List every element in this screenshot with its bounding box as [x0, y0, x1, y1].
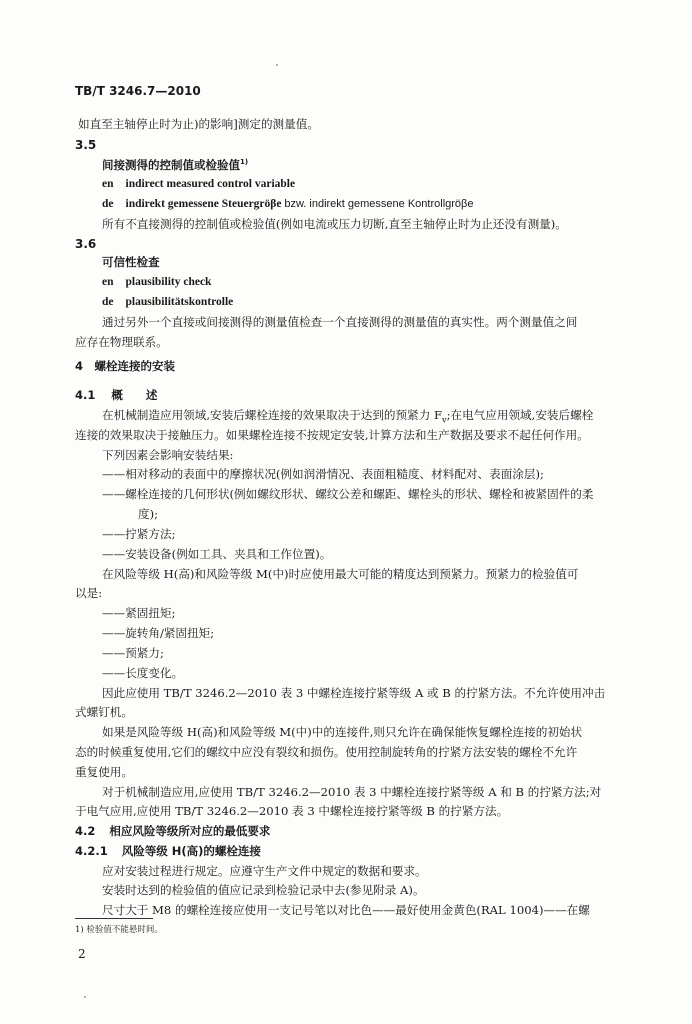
footnote-rule: [75, 918, 153, 919]
paragraph-line: 因此应使用 TB/T 3246.2—2010 表 3 中螺栓连接拧紧等级 A 或 B 的拧紧方法。不允许使用冲击: [102, 686, 606, 700]
paragraph-line: 尺寸大于 M8 的螺栓连接应使用一支记号笔以对比色——最好使用金黄色(RAL 1004)——在螺: [102, 903, 590, 917]
subsection-heading: 4.2.1 风险等级 H(高)的螺栓连接: [75, 844, 261, 858]
paragraph-line: 在风险等级 H(高)和风险等级 M(中)时应使用最大可能的精度达到预紧力。预紧力的检验值可: [102, 567, 579, 581]
text-line: 如直至主轴停止时为止)的影响]测定的测量值。: [78, 117, 319, 131]
subsection-heading: 4.2 相应风险等级所对应的最低要求: [75, 824, 271, 838]
list-item: ——安装设备(例如工具、夹具和工作位置)。: [102, 547, 332, 561]
term-en: en plausibility check: [102, 276, 212, 288]
list-item: ——紧固扭矩;: [102, 606, 176, 620]
page-number: 2: [78, 947, 86, 961]
paragraph-line: 连接的效果取决于接触压力。如果螺栓连接不按规定安装,计算方法和生产数据及要求不起任何作用。: [75, 428, 589, 442]
list-item: ——相对移动的表面中的摩擦状况(例如润滑情况、表面粗糙度、材料配对、表面涂层);: [102, 467, 544, 481]
paragraph-line: 重复使用。: [75, 765, 133, 779]
page-header: TB/T 3246.7—2010: [75, 84, 201, 98]
list-item-continued: 度);: [138, 507, 159, 521]
paragraph-line: 应对安装过程进行规定。应遵守生产文件中规定的数据和要求。: [102, 864, 427, 878]
term-en: en indirect measured control variable: [102, 178, 296, 190]
term-de: de plausibilitätskontrolle: [102, 296, 234, 308]
paragraph-line: 安装时达到的检验值的值应记录到检验记录中去(参见附录 A)。: [102, 883, 425, 897]
definition-text: 所有不直接测得的控制值或检验值(例如电流或压力切断,直至主轴停止时为止还没有测量)。: [102, 217, 567, 231]
list-item: ——螺栓连接的几何形状(例如螺纹形状、螺纹公差和螺距、螺栓头的形状、螺栓和被紧固件的柔: [102, 487, 594, 501]
clause-number: 3.6: [75, 237, 97, 251]
paragraph-line: 以是:: [75, 586, 103, 600]
scan-speck: [276, 64, 278, 66]
list-item: ——预紧力;: [102, 646, 164, 660]
paragraph-line: 对于机械制造应用,应使用 TB/T 3246.2—2010 表 3 中螺栓连接拧紧等级 A 和 B 的拧紧方法;对: [102, 785, 602, 799]
list-item: ——旋转角/紧固扭矩;: [102, 626, 215, 640]
footnote: 1) 检验值不能悬时间。: [75, 925, 163, 935]
scan-speck: [84, 996, 86, 998]
list-item: ——长度变化。: [102, 666, 184, 680]
definition-text: 通过另外一个直接或间接测得的测量值检查一个直接测得的测量值的真实性。两个测量值之间: [102, 315, 578, 329]
paragraph-line: 式螺钉机。: [75, 705, 133, 719]
paragraph-line: 下列因素会影响安装结果:: [102, 448, 234, 462]
paragraph-line: 于电气应用,应使用 TB/T 3246.2—2010 表 3 中螺栓连接拧紧等级 B 的拧紧方法。: [75, 804, 509, 818]
definition-text: 应存在物理联系。: [75, 335, 168, 349]
term-de: de indirekt gemessene Steuergröβe bzw. indirekt gemessene Kontrollgröβe: [102, 198, 474, 210]
paragraph-line: 在机械制造应用领域,安装后螺栓连接的效果取决于达到的预紧力 $F_v$;在电气应用领域,安装后螺栓: [102, 408, 594, 425]
clause-number: 3.5: [75, 138, 97, 152]
subsection-heading: 4.1 概 述: [75, 388, 158, 402]
list-item: ——拧紧方法;: [102, 527, 176, 541]
term-heading: 可信性检查: [102, 255, 160, 269]
term-heading: 间接测得的控制值或检验值$^{1)}$: [102, 158, 249, 172]
section-heading: 4 螺栓连接的安装: [75, 359, 176, 373]
paragraph-line: 如果是风险等级 H(高)和风险等级 M(中)中的连接件,则只允许在确保能恢复螺栓连接的初始状: [102, 725, 583, 739]
paragraph-line: 态的时候重复使用,它们的螺纹中应没有裂纹和损伤。使用控制旋转角的拧紧方法安装的螺栓不允许: [75, 745, 578, 759]
